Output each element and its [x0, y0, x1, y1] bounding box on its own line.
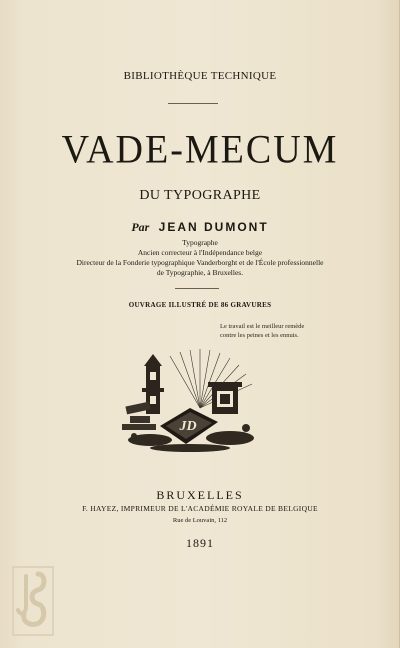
author-qualification: Typographe	[182, 238, 218, 247]
epigraph-line: Le travail est le meilleur remède	[220, 323, 305, 330]
book-subtitle: DU TYPOGRAPHE	[139, 188, 261, 203]
imprint-address: Rue de Louvain, 112	[172, 517, 228, 524]
epigraph-line: contre les peines et les ennuis.	[220, 332, 299, 339]
top-rule	[168, 103, 218, 104]
imprint-printer: F. HAYEZ, IMPRIMEUR DE L'ACADÉMIE ROYALE DE BELGIQUE	[82, 504, 318, 513]
imprint-year: 1891	[186, 536, 214, 550]
author-name: JEAN DUMONT	[158, 220, 269, 234]
sun-rays	[170, 349, 252, 408]
book-title: VADE-MECUM	[61, 127, 339, 173]
author-line	[0, 220, 400, 235]
epigraph	[220, 322, 340, 340]
series-title: BIBLIOTHÈQUE TECHNIQUE	[123, 70, 277, 82]
illustrations-note: OUVRAGE ILLUSTRÉ DE 86 GRAVURES	[128, 301, 272, 309]
printing-vignette	[120, 348, 260, 453]
author-qualification: Directeur de la Fonderie typographique Vanderborght et de l'École professionnelle	[76, 258, 324, 267]
watermark-stamp-icon	[12, 566, 54, 636]
monogram-text: JD	[179, 419, 197, 434]
author-qualification: Ancien correcteur à l'Indépendance belge	[137, 248, 263, 257]
middle-rule	[175, 288, 219, 289]
author-prefix: Par	[131, 220, 150, 234]
author-qualification: de Typographie, à Bruxelles.	[156, 268, 244, 277]
imprint-city: BRUXELLES	[156, 488, 244, 502]
